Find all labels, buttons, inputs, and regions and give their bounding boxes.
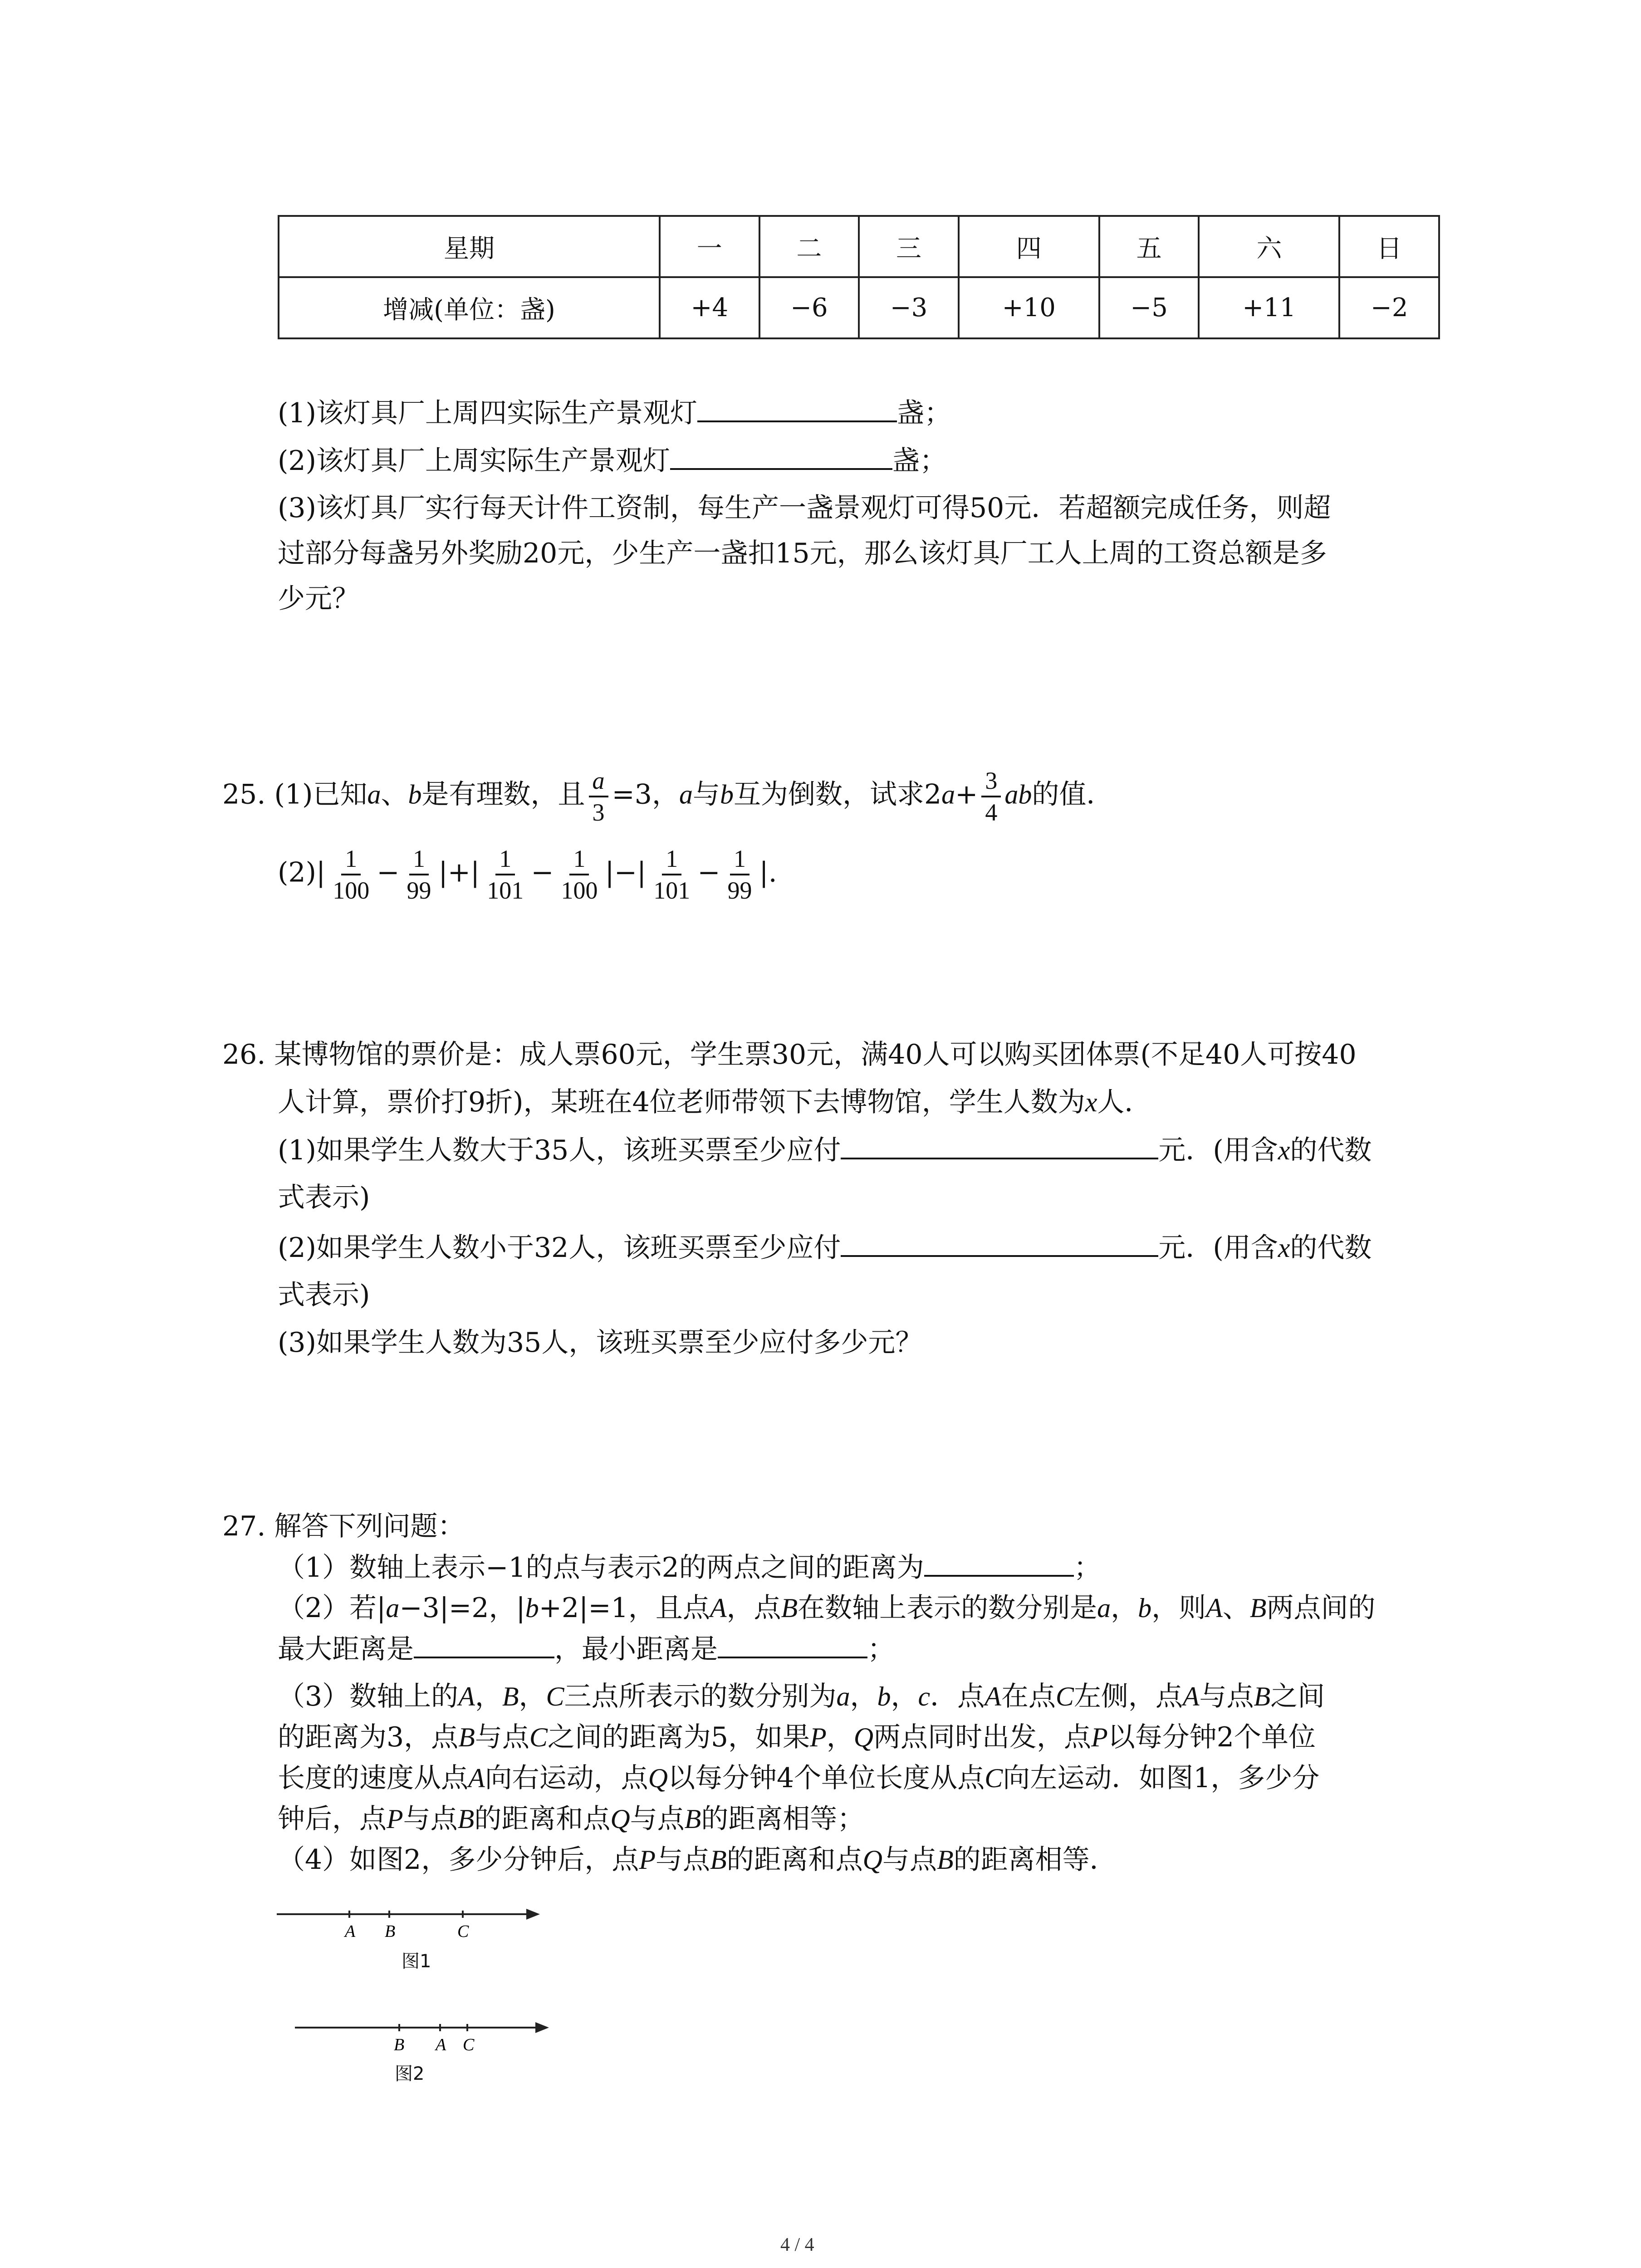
- table-value: −5: [1099, 277, 1199, 338]
- q26-part3: (3)如果学生人数为35人，该班买票至少应付多少元？: [278, 1327, 923, 1359]
- q24-part3-line3: 少元？: [278, 583, 359, 615]
- fraction: $\frac{1}{99}$: [403, 844, 435, 905]
- table-row: [279, 216, 1439, 277]
- table-value: +10: [959, 277, 1099, 338]
- q26-part1: (1)如果学生人数大于35人，该班买票至少应付 元．(用含x的代数: [278, 1129, 1372, 1171]
- q27-part3-line4: 钟后，点P与点B的距离和点Q与点B的距离相等；: [278, 1803, 865, 1835]
- fraction: $\frac{a}{3}$: [589, 766, 608, 827]
- table-day: 四: [959, 216, 1099, 277]
- figure-1-caption: 图1: [402, 1951, 431, 1972]
- answer-blank[interactable]: [924, 1547, 1074, 1577]
- table-value: +4: [660, 277, 759, 338]
- fraction: $\frac{1}{99}$: [724, 844, 755, 905]
- answer-blank[interactable]: [718, 1628, 867, 1658]
- fraction: $\frac{3}{4}$: [981, 766, 1001, 827]
- q27-intro: 27. 解答下列问题：: [222, 1510, 465, 1542]
- table-row-label: 增减(单位：盏): [279, 277, 660, 338]
- table-value: +11: [1199, 277, 1339, 338]
- q26-part1-cont: 式表示): [278, 1182, 370, 1213]
- answer-blank[interactable]: [841, 1129, 1158, 1159]
- fraction: $\frac{1}{100}$: [557, 844, 601, 905]
- answer-blank[interactable]: [670, 440, 892, 470]
- question-number: 26.: [222, 1039, 266, 1070]
- table-header-label: 星期: [279, 216, 660, 277]
- table-value: −3: [859, 277, 959, 338]
- q27-part2-line2: 最大距离是 ，最小距离是 ；: [278, 1628, 895, 1670]
- question-number: 25.: [222, 778, 266, 811]
- question-number: 27.: [222, 1510, 266, 1542]
- table-day: 五: [1099, 216, 1199, 277]
- answer-blank[interactable]: [414, 1628, 554, 1658]
- figure-2-caption: 图2: [395, 2063, 425, 2084]
- arrow-head: [535, 2022, 549, 2033]
- q24-part3-line2: 过部分每盏另外奖励20元，少生产一盏扣15元，那么该灯具厂工人上周的工资总额是多: [278, 538, 1327, 569]
- q26-line2: 人计算，票价打9折)，某班在4位老师带领下去博物馆，学生人数为x人．: [278, 1086, 1152, 1118]
- answer-blank[interactable]: [841, 1227, 1158, 1257]
- fraction: $\frac{1}{101}$: [650, 844, 694, 905]
- table-day: 三: [859, 216, 959, 277]
- point-label: A: [436, 2035, 446, 2054]
- table-day: 日: [1339, 216, 1439, 277]
- q27-part1: （1）数轴上表示−1的点与表示2的两点之间的距离为 ；: [278, 1547, 1101, 1588]
- q27-part4: （4）如图2，多少分钟后，点P与点B的距离和点Q与点B的距离相等．: [278, 1844, 1117, 1876]
- q27-part3-line3: 长度的速度从点A向右运动，点Q以每分钟4个单位长度从点C向左运动．如图1，多少分: [278, 1762, 1320, 1794]
- q26-part2: (2)如果学生人数小于32人，该班买票至少应付 元．(用含x的代数: [278, 1227, 1372, 1268]
- q24-part2: (2)该灯具厂上周实际生产景观灯 盏；: [278, 440, 947, 481]
- table-day: 六: [1199, 216, 1339, 277]
- point-label: C: [463, 2035, 475, 2054]
- table-day: 二: [759, 216, 859, 277]
- number-line-figure-2: [290, 2014, 563, 2055]
- answer-blank[interactable]: [697, 392, 897, 422]
- table-day: 一: [660, 216, 759, 277]
- q24-part3-line1: (3)该灯具厂实行每天计件工资制，每生产一盏景观灯可得50元．若超额完成任务，则超: [278, 492, 1331, 524]
- point-label: B: [394, 2035, 405, 2054]
- table-value: −6: [759, 277, 859, 338]
- q24-part1: (1)该灯具厂上周四实际生产景观灯 盏；: [278, 392, 951, 434]
- point-label: C: [457, 1922, 469, 1941]
- table-value: −2: [1339, 277, 1439, 338]
- fraction: $\frac{1}{101}$: [483, 844, 527, 905]
- production-table: [278, 215, 1440, 339]
- q27-part2-line1: （2）若|a−3|=2，|b+2|=1，且点A，点B在数轴上表示的数分别是a，b，则A、B两点间的: [278, 1592, 1376, 1624]
- q26-part2-cont: 式表示): [278, 1279, 370, 1311]
- q26-line1: 26. 某博物馆的票价是：成人票60元，学生票30元，满40人可以购买团体票(不足40人可按40: [222, 1039, 1357, 1070]
- point-label: A: [345, 1922, 356, 1941]
- q27-part3-line1: （3）数轴上的A，B，C三点所表示的数分别为a，b，c．点A在点C左侧，点A与点B之间: [278, 1681, 1325, 1712]
- arrow-head: [526, 1909, 540, 1920]
- fraction: $\frac{1}{100}$: [329, 844, 373, 905]
- number-line-figure-1: [272, 1901, 554, 1941]
- q27-part3-line2: 的距离为3，点B与点C之间的距离为5，如果P，Q两点同时出发，点P以每分钟2个单位: [278, 1721, 1316, 1753]
- q25-part1: 25. (1)已知a、b是有理数，且 $\frac{a}{3}$ =3，a与b互为倒数，试求2a+ $\frac{3}{4}$ ab的值．: [222, 766, 1113, 827]
- q25-part2: (2)| $\frac{1}{100}$ − $\frac{1}{99}$ |+| $\frac{1}{101}$ − $\frac{1}{100}$ |−| $\frac{1}{101}$ − $\frac{1}{99}$ |.: [278, 844, 777, 905]
- page-number: 4 / 4: [780, 2234, 814, 2255]
- table-row: [279, 277, 1439, 338]
- point-label: B: [385, 1922, 396, 1941]
